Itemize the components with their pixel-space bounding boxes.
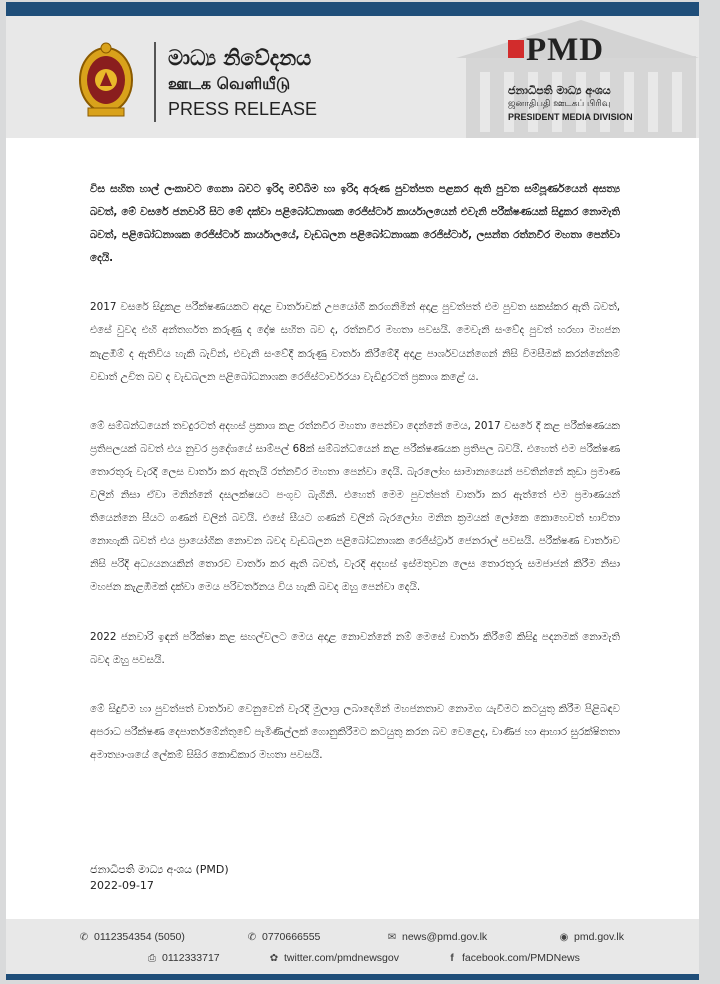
twitter-link[interactable]: ✿ twitter.com/pmdnewsgov [269, 952, 399, 964]
paragraph: 2022 ජනවාරි ඉඳන් පරීක්ෂා කළ සහල්වලට මෙය අදාළ නොවන්නේ නම් මෙසේ වාර්තා කිරීමේ කිසිදු පදනමක් නොමැති බවද ඔහු පවසයි. [90, 630, 620, 666]
facebook-link[interactable]: f facebook.com/PMDNews [446, 952, 580, 964]
phone-icon: ✆ [247, 932, 257, 943]
phone-icon: ✆ [79, 932, 89, 943]
twitter-icon: ✿ [269, 953, 279, 964]
email-link[interactable]: ✉ news@pmd.gov.lk [387, 931, 488, 943]
press-release-page [6, 2, 699, 980]
fax-contact[interactable]: ⎙ 0112333717 [148, 952, 220, 964]
pmd-logo: PMD [526, 32, 605, 68]
top-color-bar [6, 2, 699, 16]
pmd-name-sinhala: ජනාධිපති මාධ්‍ය අංශය [508, 84, 611, 97]
release-date: 2022-09-17 [90, 879, 154, 892]
facebook-icon: f [450, 953, 454, 964]
issuing-division: ජනාධිපති මාධ්‍ය අංශය (PMD) [90, 863, 229, 876]
bottom-color-bar [6, 974, 699, 980]
fax-icon: ⎙ [148, 953, 156, 964]
pmd-name-english: PRESIDENT MEDIA DIVISION [508, 112, 633, 122]
website-link[interactable]: ◉ pmd.gov.lk [559, 931, 624, 943]
signature-block [90, 862, 490, 894]
header-divider [154, 42, 156, 122]
title-english: PRESS RELEASE [168, 99, 318, 119]
paragraph-lead: විස සහිත හාල් ලංකාවට ගෙනා බවට ඉරිදා මව්බිම හා ඉරිදා අරුණ පුවත්පත පළකර ඇති පුවත සම්පූර්ණයෙන් අසත්‍ය බවත්, මේ වසරේ ජනවාරි සිට මේ දක්වා පළිබෝධනාශක රෙජිස්ටාර් කාර්යාලයෙන් එවැනි පරීක්ෂණයක් සිදුකර නොමැති බවත්, පළිබෝධනාශක රෙජිස්ටාර් කාර්යාලයේ, වැඩබලන පළිබෝධනාශක රෙජිස්ටාර්, ලසන්ත රත්නවීර මහතා පෙන්වා දෙයි. [90, 183, 620, 265]
paragraph: මේ සම්බන්ධයෙන් තවදුරටත් අදහස් ප්‍රකාශ කළ රත්නවීර මහතා පෙන්වා දෙන්නේ මෙය, 2017 වසරේ දී කළ පරීක්ෂණයක ප්‍රතිපලයක් බවත් එය නුවර ප්‍රදේශයේ සාම්පල් 68ක් සම්බන්ධයෙන් කළ පරීක්ෂණයක ප්‍රතිපල බවයි. එහෙත් එම පරීක්ෂණ තොරතුරු වැරදි ලෙස වාර්තා කර ඇතැයි රත්නවීර මහතා පෙන්වා දෙයි. බැරලෝහ සාමාන්‍යයෙන් පවතින්නේ කුඩා ප්‍රමාණ වලින් නිසා ඒවා මනින්නේ දසලක්ෂයට පංගුව බැගිනි. එහෙත් මෙම පුවත්පත් වාර්තා කර ඇත්තේ එම ප්‍රමාණයන් තියෙන්නෙ සීයට ගණන් වලින් බවයි. එසේ සීයට ගණන් වලින් බැරලෝහ මනින ක්‍රමයක් ලෝකෙ කොහෙවත් භාවිතා නොහැකි බවත් එය ප්‍රායෝගික නොවන බවද වැඩබලන පළිබෝධනාශක රෙජිස්ට්‍රාර් ජෙනරාල් පවසයි. පරීක්ෂණ වාර්තාව නිසි පරිදි අධ්‍යයනයකින් තොරව වාර්තා කර ඇති බවත්, වැරදි අදහස් ඉස්මතුවන ලෙස තොරතුරු සමජාජන් කිරීම නිසා මහජන කැළඹීමක් දක්වා මෙය පරිවර්තනය විය හැකි බවද ඔහු පෙන්වා දෙයි. [90, 419, 620, 594]
phone-contact-2[interactable]: ✆ 0770666555 [247, 931, 321, 943]
paragraph: 2017 වසරේ සිදුකළ පරීක්ෂණයකට අදාළ වාර්තාවක් උපයෝගී කරගනිමින් අදාළ පුවත්පත් එම පුවත සකස්කර ඇති බවත්, එසේ වුවද එහි අන්තර්ගත කරුණු ද දෝෂ සහිත බව ද, රත්නවීර මහතා පවසයි. මෙවැනි සංවේද පුවත් හරහා මහජන කැළඹීම් ද ඇතිවිය හැකි බැවින්, එවැනි සංවේදී කරුණු වාර්තා කිරීමේදී අදාළ පාර්ශවයන්ගෙන් නිසි විමසීමක් කරන්නේනම් වඩාත් උචිත බව ද වැඩබලන පළිබෝධනාශක රෙජිස්ටාර්වරයා වැඩිදුරටත් ප්‍රකාශ කළේ ය. [90, 301, 620, 383]
press-release-body [90, 178, 620, 793]
letterhead [6, 16, 699, 138]
pmd-logo-mark-icon [508, 40, 524, 58]
contact-footer [6, 919, 699, 974]
pmd-name-tamil: ஜனாதிபதி ஊடகப் பிரிவு [508, 99, 611, 109]
phone-contact-1[interactable]: ✆ 0112354354 (5050) [79, 931, 185, 943]
globe-icon: ◉ [559, 932, 569, 943]
sri-lanka-emblem-icon [78, 40, 134, 118]
paragraph: මේ සිදුවීම හා පුවත්පත් වාර්තාව වෙනුවෙන් වැරදි මුලාශ්‍ර ලබාදෙමින් මහජනතාව නොමග යැවීමට කටයුතු කිරීම පිළිබඳව අපරාධ පරීක්ෂණ දෙපාර්තමේන්තුවේ පැමිණිල්ලක් ගොනුකිරීමට කටයුතු කරන බව වෙළෙද, වාණිජ හා ආහාර සුරක්ෂිතතා අමාත්‍යාංශයේ ලේකම් සිසිර කොඩිකාර මහතා පවසයි. [90, 702, 620, 761]
title-tamil: ஊடக வெளியீடு [168, 74, 291, 93]
envelope-icon: ✉ [387, 932, 397, 943]
title-sinhala: මාධ්‍ය නිවේදනය [168, 46, 312, 70]
